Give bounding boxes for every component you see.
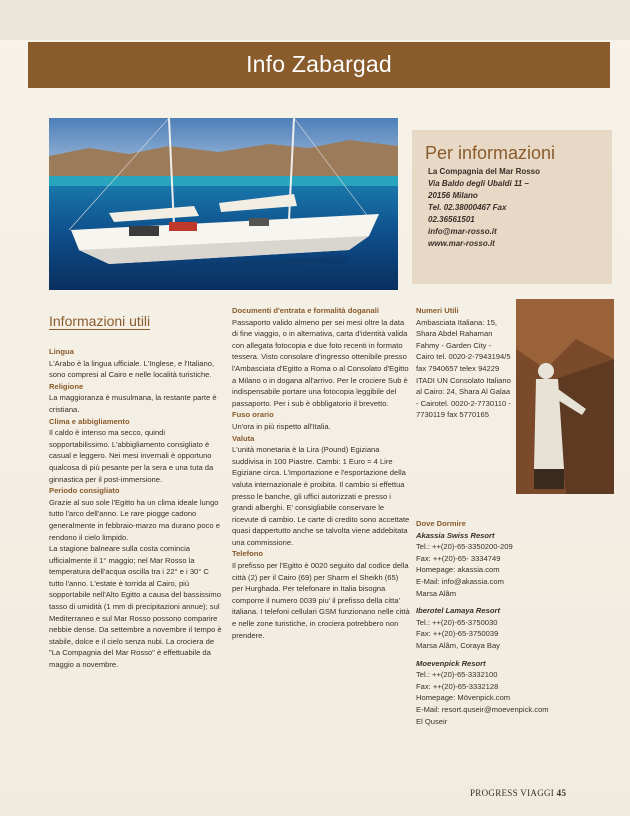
info-website[interactable]: www.mar-rosso.it bbox=[428, 239, 495, 248]
hotel-name: Moevenpick Resort bbox=[416, 658, 486, 668]
hotel-line: Tel.: ++(20)-65-3750030 bbox=[416, 617, 498, 627]
page-number: 45 bbox=[556, 788, 567, 798]
hotel-line[interactable]: E-Mail: info@akassia.com bbox=[416, 576, 504, 586]
magazine-name: PROGRESS VIAGGI bbox=[470, 788, 555, 798]
info-company: La Compagnia del Mar Rosso bbox=[428, 167, 541, 176]
clima-heading: Clima e abbigliamento bbox=[49, 416, 130, 426]
hotel-line[interactable]: Homepage: akassia.com bbox=[416, 565, 500, 575]
periodo-heading: Periodo consigliato bbox=[49, 486, 120, 496]
dove-heading: Dove Dormire bbox=[416, 519, 466, 528]
hotel-name: Iberotel Lamaya Resort bbox=[416, 606, 500, 616]
column-1 bbox=[49, 346, 224, 671]
info-city: 20156 Milano bbox=[428, 191, 478, 200]
documenti-heading: Documenti d'entrata e formalità doganali bbox=[232, 306, 379, 315]
info-title: Per informazioni bbox=[425, 143, 556, 163]
column-3 bbox=[416, 305, 511, 421]
lingua-heading: Lingua bbox=[49, 347, 74, 356]
hotel-line: El Quseir bbox=[416, 716, 448, 726]
clima-text: Il caldo è intenso ma secco, quindi sopportabilissimo. L'abbigliamento consigliato è casual e leggero. Nei mesi invernali è opportuno qualcosa di più pesante per la sera e una tuta da ginnastica per il post-immersione. bbox=[49, 428, 214, 484]
religione-text: La maggioranza è musulmana, la restante parte è cristiana. bbox=[49, 393, 217, 414]
periodo-text-2: La stagione balneare sulla costa comincia ufficialmente il 1° maggio; nel Mar Rosso la temperatura dell'acqua oscilla tra i 22° e i 30° C tutto l'anno. L'estate è torrida al Cairo, più sopportabile nell'Alto Egitto a causa del bassissimo tasso di umidità (1 mm di precipitazioni annue); sul Mediterraneo e sul Mar Rosso possono comparire nebbie dense. Da settembre a novembre il tempo è stabile, dolce e il cielo senza nubi. La crociera de "La Compagnia del Mar Rosso" è effettuabile da maggio a novembre. bbox=[49, 544, 222, 670]
numeri-heading: Numeri Utili bbox=[416, 306, 459, 315]
numeri-text: Ambasciata Italiana: 15, Shara Abdel Rahaman Fahmy - Garden City - Cairo tel. 0020-2-7943194/5 fax 7940657 telex 94229 ITADI UN Consolato Italiano al Cairo: 24, Shara Al Galaa - Cairotel. 0020-2-7730110 - 7730119 fax 5770165 bbox=[416, 317, 511, 420]
page-footer bbox=[470, 788, 566, 798]
hotel-line: Tel.: ++(20)-65-3332100 bbox=[416, 670, 498, 680]
fuso-text: Un'ora in più rispetto all'Italia. bbox=[232, 421, 331, 431]
climber-photo bbox=[516, 299, 614, 494]
column-2 bbox=[232, 305, 410, 641]
info-contact bbox=[428, 166, 606, 250]
valuta-text: L'unità monetaria è la Lira (Pound) Egiziana suddivisa in 100 Piastre. Cambi: 1 Euro = 4 Lire Egiziane circa. L'importazione e l'esportazione della valuta internazionale è proibita. Il cambio si effettua presso le banche, gli uffici autorizzati e presso i grandi alberghi. E' consigliabile conservare le ricevute di cambio. Le carte di credito sono accettate quasi dappertutto anche se talvolta viene addebitata una commissione. bbox=[232, 445, 410, 547]
page-title: Info Zabargad bbox=[246, 51, 392, 77]
info-phone: Tel. 02.38000467 Fax bbox=[428, 203, 507, 212]
hotel-line[interactable]: Homepage: Mövenpick.com bbox=[416, 693, 511, 703]
hotel-line: Marsa Alâm bbox=[416, 588, 457, 598]
fuso-heading: Fuso orario bbox=[232, 410, 274, 420]
info-address: Via Baldo degli Ubaldi 11 – bbox=[428, 179, 529, 188]
hotel-line: Tel.: ++(20)-65-3350200-209 bbox=[416, 542, 513, 552]
hotel-line: Fax: ++(20)-65-3332128 bbox=[416, 681, 499, 691]
sailboat-photo bbox=[49, 118, 398, 290]
valuta-heading: Valuta bbox=[232, 433, 255, 443]
title-banner bbox=[28, 42, 610, 88]
lingua-text: L'Arabo è la lingua ufficiale. L'Inglese, e l'Italiano, sono compresi al Cairo e nelle località turistiche. bbox=[49, 358, 215, 380]
hotel-line: Fax: ++(20)-65- 3334749 bbox=[416, 553, 501, 563]
info-fax: 02.36561501 bbox=[428, 215, 475, 224]
top-strip bbox=[0, 0, 630, 40]
hotel-line[interactable]: E-Mail: resort.quseir@moevenpick.com bbox=[416, 704, 549, 714]
hotel-line: Marsa Alâm, Coraya Bay bbox=[416, 640, 500, 650]
documenti-text: Passaporto valido almeno per sei mesi oltre la data di fine viaggio, o in alternativa, carta d'identità valida con allegata fotocopia e due foto recenti in formato tessera. Visto consolare d'ingresso ottenibile presso l'Ambasciata d'Egitto a Roma o al Consolato d'Egitto a Milano o in dogana all'arrivo. Per le crociere Sub è indispensabile portare una fotocopia leggibile del passaporto. Per i sub è obbligatorio il brevetto. bbox=[232, 317, 409, 408]
periodo-text-1: Grazie al suo sole l'Egitto ha un clima ideale lungo tutto l'arco dell'anno. Le rare piogge cadono generalmente in febbraio-marzo ma durano poco e rendono il cielo limpido. bbox=[49, 497, 220, 542]
info-email[interactable]: info@mar-rosso.it bbox=[428, 227, 497, 236]
section-title: Informazioni utili bbox=[49, 313, 151, 329]
hotel-line: Fax: ++(20)-65-3750039 bbox=[416, 629, 499, 639]
hotel-name: Akassia Swiss Resort bbox=[416, 530, 495, 540]
column-3-hotels bbox=[416, 518, 606, 727]
telefono-heading: Telefono bbox=[232, 549, 264, 559]
religione-heading: Religione bbox=[49, 381, 84, 391]
telefono-text: Il prefisso per l'Egitto è 0020 seguito dal codice della città (2) per il Cairo (69) per Sharm el Sheikh (65) per Hurghada. Per telefonare in Italia bisogna comporre il numero 0039 piu' il prefisso della citta' italiana. I telefoni cellulari GSM funzionano nelle città e nelle zone turistiche, in crociera potrebbero non prendere. bbox=[232, 561, 410, 640]
